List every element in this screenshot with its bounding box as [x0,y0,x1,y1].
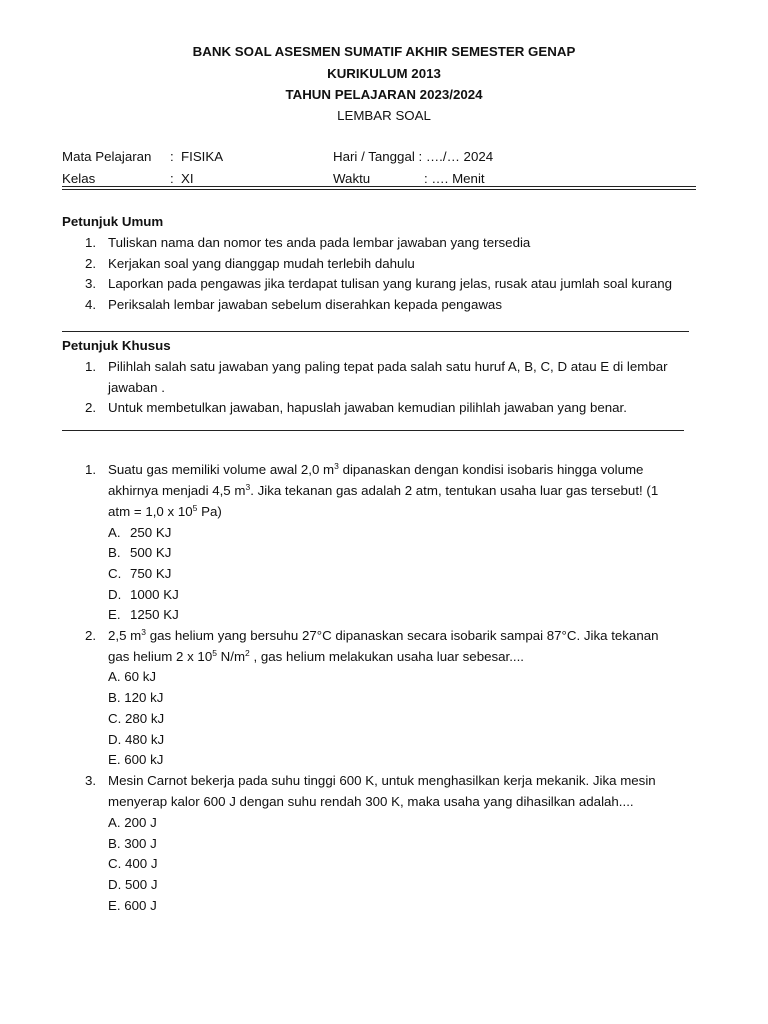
option-letter: C. [108,566,122,581]
info-divider-bottom [62,189,696,190]
special-item-text: Untuk membetulkan jawaban, hapuslah jawaban kemudian pilihlah jawaban yang benar. [108,400,627,415]
class-value: XI [181,171,194,186]
question-text: 2,5 $m^3$ gas helium yang bersuhu 27°C dipanaskan secara isobarik sampai 87°C. Jika tekanan [108,627,659,643]
special-item-text: Pilihlah salah satu jawaban yang paling tepat pada salah satu huruf A, B, C, D atau E di lembar [108,359,668,374]
question-text: akhirnya menjadi 4,5 $m^3$. Jika tekanan gas adalah 2 atm, tentukan usaha luar gas tersebut! (1 [108,482,659,498]
info-divider-top [62,186,696,187]
general-item-text: Laporkan pada pengawas jika terdapat tulisan yang kurang jelas, rusak atau jumlah soal kurang [108,276,673,291]
subject-value: FISIKA [181,149,224,164]
general-item-text: Periksalah lembar jawaban sebelum diserahkan kepada pengawas [108,297,502,312]
option-value: 500 KJ [130,545,172,560]
question-number: 1. [85,462,97,477]
general-instructions-title: Petunjuk Umum [62,214,164,229]
option-letter: B. [108,545,121,560]
option-item: C. 280 kJ [108,711,165,726]
question-text: Mesin Carnot bekerja pada suhu tinggi 600 K, untuk menghasilkan kerja mekanik. Jika mesin [108,773,656,788]
class-label: Kelas [62,171,96,186]
header-title: BANK SOAL ASESMEN SUMATIF AKHIR SEMESTER GENAP [192,44,576,59]
class-separator: : [170,171,174,186]
option-value: 1250 KJ [130,607,179,622]
question-number: 2. [85,628,97,643]
special-item-number: 2. [85,400,97,415]
question-text: atm = 1,0 x $10^5$ Pa) [108,503,222,519]
option-item: D. 480 kJ [108,732,165,747]
question-text: Suatu gas memiliki volume awal 2,0 $m^3$ dipanaskan dengan kondisi isobaris hingga volume [108,461,644,477]
question-text: gas helium 2 x $10^5$ $N/m^2$ , gas helium melakukan usaha luar sebesar.... [108,648,524,664]
option-item: B. 120 kJ [108,690,164,705]
general-item-number: 2. [85,256,97,271]
time-value: : …. Menit [424,171,485,186]
header-curriculum: KURIKULUM 2013 [327,66,441,81]
general-item-text: Tuliskan nama dan nomor tes anda pada lembar jawaban yang tersedia [108,235,531,250]
option-letter: E. [108,607,121,622]
special-divider [62,430,684,431]
option-letter: A. [108,525,121,540]
special-item-number: 1. [85,359,97,374]
general-item-number: 1. [85,235,97,250]
option-item: E. 600 kJ [108,752,164,767]
special-instructions-title: Petunjuk Khusus [62,338,171,353]
question-number: 3. [85,773,97,788]
subject-separator: : [170,149,174,164]
option-item: D. 500 J [108,877,158,892]
general-divider [62,331,689,332]
option-item: C. 400 J [108,856,158,871]
time-label: Waktu [333,171,371,186]
subject-label: Mata Pelajaran [62,149,152,164]
question-text: menyerap kalor 600 J dengan suhu rendah 300 K, maka usaha yang dihasilkan adalah.... [108,794,634,809]
option-item: E. 600 J [108,898,157,913]
option-value: 250 KJ [130,525,172,540]
header-sheet-label: LEMBAR SOAL [337,108,431,123]
special-item-text-cont: jawaban . [108,380,165,395]
general-item-number: 3. [85,276,97,291]
general-item-text: Kerjakan soal yang dianggap mudah terlebih dahulu [108,256,415,271]
option-item: B. 300 J [108,836,157,851]
option-value: 1000 KJ [130,587,179,602]
option-item: A. 200 J [108,815,157,830]
option-letter: D. [108,587,122,602]
general-item-number: 4. [85,297,97,312]
date-field: Hari / Tanggal : …./… 2024 [333,149,494,164]
option-value: 750 KJ [130,566,172,581]
header-year: TAHUN PELAJARAN 2023/2024 [285,87,483,102]
option-item: A. 60 kJ [108,669,157,684]
